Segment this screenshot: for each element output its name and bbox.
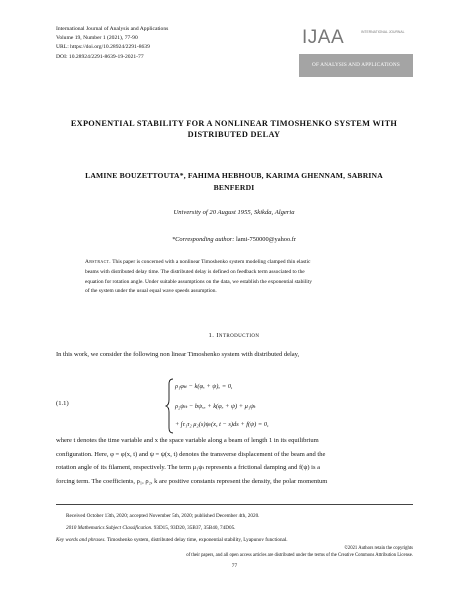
abstract-line: equation for rotation angle. Under suitable assumptions on the data, we establish the exponential stability xyxy=(85,278,312,285)
journal-logo xyxy=(299,24,413,80)
corresponding-email[interactable]: lami-750000@yahoo.fr xyxy=(236,236,297,243)
body-paragraph xyxy=(56,434,413,488)
journal-url[interactable]: URL: https://doi.org/10.28924/2291-8639 xyxy=(56,44,150,51)
title-line-2: DISTRIBUTED DELAY xyxy=(187,130,281,139)
equation-brace xyxy=(165,378,175,434)
abstract-line: of the system under the usual equal wave speeds assumption. xyxy=(85,288,217,295)
logo-band-text: OF ANALYSIS AND APPLICATIONS xyxy=(312,62,400,68)
received-dates: Received October 13th, 2020; accepted November 5th, 2020; published December 4th, 2020. xyxy=(66,513,260,519)
journal-doi[interactable]: DOI: 10.28924/2291-8639-19-2021-77 xyxy=(56,53,144,60)
paragraph-line: forcing term. The coefficients, ρ₁, ρ₂, k are positive constants represent the density, the polar momentum xyxy=(56,477,328,485)
paper-authors xyxy=(56,170,412,194)
authors-line-2: BENFERDI xyxy=(213,183,255,192)
copyright-notice xyxy=(56,546,413,560)
paragraph-line: rotation angle of its filament, respectively. The term μ₁ψₜ represents a frictional damping and f(ψ) is a xyxy=(56,464,321,472)
journal-name: International Journal of Analysis and Applications xyxy=(56,26,169,32)
intro-paragraph: In this work, we consider the following non linear Timoshenko system with distributed delay, xyxy=(56,351,300,358)
logo-top xyxy=(299,24,413,52)
equation-label: (1.1) xyxy=(56,400,69,407)
footnote-rule xyxy=(56,504,413,505)
copyright-line-1: ©2021 Authors retain the copyrights xyxy=(344,546,413,551)
paper-title xyxy=(56,118,412,140)
title-line-1: EXPONENTIAL STABILITY FOR A NONLINEAR TIMOSHENKO SYSTEM WITH xyxy=(70,119,398,128)
section-heading: 1. Introduction xyxy=(208,332,260,339)
keywords-text: Timoshenko system, distributed delay time, exponential stability, Lyapunov functional. xyxy=(106,537,288,543)
corresponding-author xyxy=(56,236,412,243)
paragraph-line: where t denotes the time variable and x the space variable along a beam of length 1 in its equilibrium xyxy=(56,437,319,444)
corresponding-label: *Corresponding author: xyxy=(171,236,235,243)
page-number: 77 xyxy=(231,563,238,569)
logo-journal-text: INTERNATIONAL JOURNAL xyxy=(361,30,405,34)
keywords xyxy=(56,536,413,544)
abstract-line: beams with distributed delay time. The distributed delay is defined on feedback term associated to the xyxy=(85,268,305,275)
keywords-label: Key words and phrases. xyxy=(56,537,106,543)
equation-line-3: + ∫τ₁τ₂ μ₂(s)ψₜ(x, t − s)ds + f(ψ) = 0, xyxy=(175,421,269,428)
logo-band xyxy=(299,54,413,77)
msc-label: 2010 Mathematics Subject Classification. xyxy=(66,525,153,531)
equation-line-2: ρ₂ψₜₜ − bψₓₓ + k(φₓ + ψ) + μ₁ψₜ xyxy=(175,403,256,410)
equation-line-1: ρ₁φₜₜ − k(φₓ + ψ)ₓ = 0, xyxy=(175,383,233,390)
authors-line-1: LAMINE BOUZETTOUTA*, FAHIMA HEBHOUB, KARIMA GHENNAM, SABRINA xyxy=(85,171,383,180)
msc-codes: 93D15, 93D20, 35B37, 35B40, 74D05. xyxy=(153,525,236,531)
journal-header xyxy=(56,25,306,62)
logo-abbreviation: IJAA xyxy=(302,27,345,48)
abstract-label: Abstract. xyxy=(85,259,111,265)
journal-volume: Volume 19, Number 1 (2021), 77-90 xyxy=(56,35,138,42)
abstract-line: This paper is concerned with a nonlinear Timoshenko system modeling clamped thin elastic xyxy=(112,259,311,265)
msc-classification xyxy=(66,524,423,532)
copyright-line-2: of their papers, and all open access articles are distributed under the terms of the Creative Commons Attribution License. xyxy=(186,552,413,558)
affiliation: University of 20 August 1955, Skikda, Algeria xyxy=(173,209,295,216)
paragraph-line: configuration. Here, φ = φ(x, t) and ψ = ψ(x, t) denotes the transverse displacement of the beam and the xyxy=(56,450,326,458)
abstract xyxy=(85,258,385,297)
